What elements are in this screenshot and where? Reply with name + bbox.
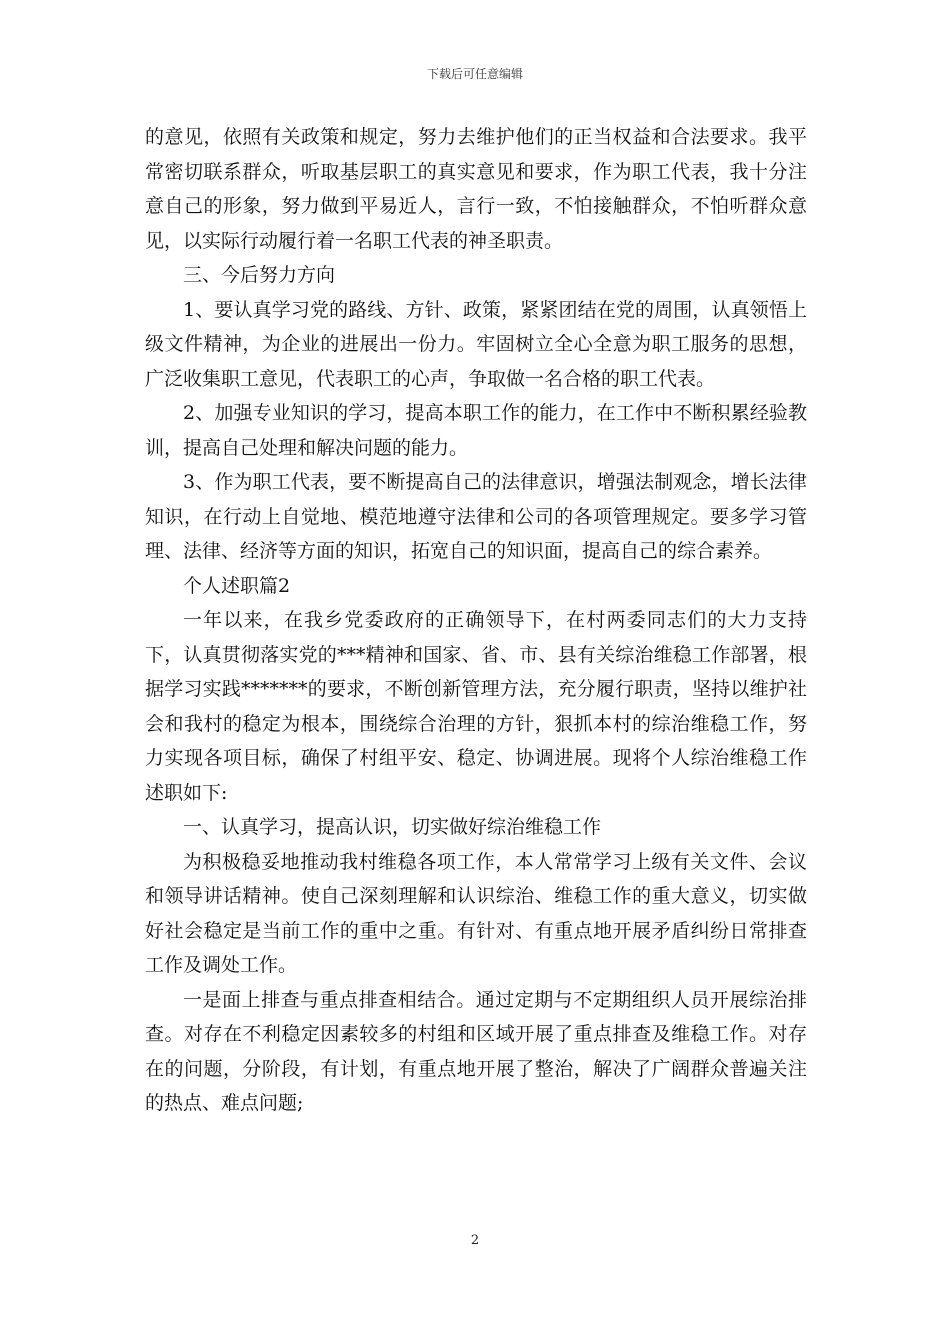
paragraph: 一是面上排查与重点排查相结合。通过定期与不定期组织人员开展综治排查。对存在不利稳定因素较多的村组和区域开展了重点排查及维稳工作。对存在的问题，分阶段，有计划，有重点地开展了整治，解决了广阔群众普遍关注的热点、难点问题; (145, 988, 807, 1114)
paragraph: 一年以来，在我乡党委政府的正确领导下，在村两委同志们的大力支持下，认真贯彻落实党的***精神和国家、省、市、县有关综治维稳工作部署，根据学习实践*******的要求，不断创新管理方法，充分履行职责，坚持以维护社会和我村的稳定为根本，围绕综合治理的方针，狠抓本村的综治维稳工作，努力实现各项目标，确保了村组平安、稳定、协调进展。现将个人综治维稳工作述职如下: (145, 609, 807, 804)
page-number: 2 (470, 1233, 480, 1248)
paragraph: 1、要认真学习党的路线、方针、政策，紧紧团结在党的周围，认真领悟上级文件精神，为企业的进展出一份力。牢固树立全心全意为职工服务的思想，广泛收集职工意见，代表职工的心声，争取做一名合格的职工代表。 (145, 298, 807, 390)
section-heading: 三、今后努力方向 (183, 264, 336, 286)
section-heading: 一、认真学习，提高认识，切实做好综治维稳工作 (183, 816, 602, 838)
section-heading: 个人述职篇2 (183, 574, 291, 597)
page-header: 下载后可任意编辑 (426, 67, 523, 81)
paragraph: 2、加强专业知识的学习，提高本职工作的能力，在工作中不断积累经验教训，提高自己处理和解决问题的能力。 (145, 402, 807, 459)
paragraph: 为积极稳妥地推动我村维稳各项工作，本人常常学习上级有关文件、会议和领导讲话精神。使自己深刻理解和认识综治、维稳工作的重大意义，切实做好社会稳定是当前工作的重中之重。有针对、有重点地开展矛盾纠纷日常排查工作及调处工作。 (145, 850, 807, 976)
document-body (145, 120, 807, 1121)
paragraph: 3、作为职工代表，要不断提高自己的法律意识，增强法制观念，增长法律知识，在行动上自觉地、模范地遵守法律和公司的各项管理规定。要多学习管理、法律、经济等方面的知识，拓宽自己的知识面，提高自己的综合素养。 (145, 471, 807, 562)
paragraph: 的意见，依照有关政策和规定，努力去维护他们的正当权益和合法要求。我平常密切联系群众，听取基层职工的真实意见和要求，作为职工代表，我十分注意自己的形象，努力做到平易近人，言行一致，不怕接触群众，不怕听群众意见，以实际行动履行着一名职工代表的神圣职责。 (145, 126, 807, 252)
